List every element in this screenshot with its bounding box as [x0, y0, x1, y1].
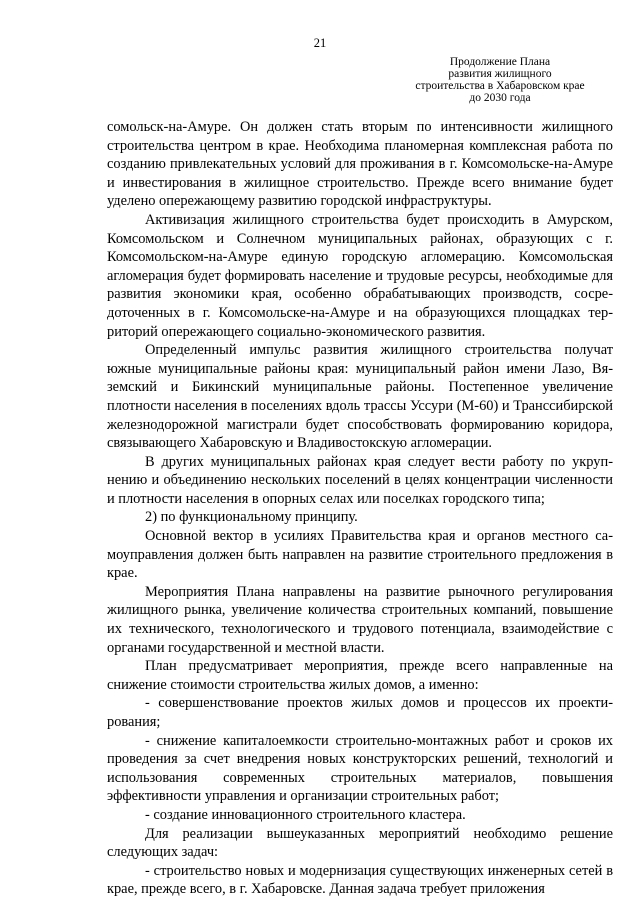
- paragraph-other-districts: В других муниципальных районах края следует вести работу по укрупнению и объединению нескольких поселений в целях концентрации численности и плотности населения в опорных селах или поселках городского типа;: [107, 453, 613, 507]
- paragraph-plan-measures: Мероприятия Плана направлены на развитие рыночного регулирования жилищного рынка, увеличение количества строительных компаний, повышение их технического, технологического и трудового потенциала, взаимодействие с органами государственной и местной власти.: [107, 583, 613, 656]
- list-item-capital-intensity: - снижение капиталоемкости строительно-монтажных работ и сроков их проведения за счет внедрения новых конструкторских решений, технологий и использования современных строительных материалов, повышения эффективности управления и организации строительных работ;: [107, 732, 613, 805]
- list-item-engineering-networks: - строительство новых и модернизация существующих инженерных сетей в крае, прежде всего, в г. Хабаровске. Данная задача требует приложения: [107, 862, 613, 898]
- running-header-line-1: Продолжение Плана: [449, 56, 551, 68]
- running-header-line-4: до 2030 года: [469, 92, 531, 104]
- paragraph-southern-districts: Определенный импульс развития жилищного строительства получат южные муниципальные районы края: муниципальный район имени Лазо, Вяземский и Бикинский муниципальные районы. Постепенное увеличение плотности населения в поселениях вдоль трассы Уссури (М-60) и Транссибирской железнодорожной магистрали будет способствовать формированию коридора, связывающего Хабаровскую и Владивостокскую агломерации.: [107, 342, 613, 452]
- paragraph-tasks-intro: Для реализации вышеуказанных мероприятий необходимо решение следующих задач:: [107, 825, 613, 861]
- running-header-line-2: развития жилищного: [448, 68, 552, 80]
- paragraph-functional-principle: 2) по функциональному принципу.: [145, 509, 358, 526]
- list-item-innovation-cluster: - создание инновационного строительного кластера.: [145, 806, 466, 823]
- running-header-line-3: строительства в Хабаровском крае: [415, 80, 585, 92]
- running-header: [400, 56, 600, 104]
- paragraph-main-vector: Основной вектор в усилиях Правительства края и органов местного самоуправления должен быть направлен на развитие строительного предложения в крае.: [107, 528, 613, 582]
- paragraph-cost-reduction: План предусматривает мероприятия, прежде всего направленные на снижение стоимости строительства жилых домов, а именно:: [107, 658, 613, 693]
- paragraph-agglomeration: Активизация жилищного строительства будет происходить в Амурском, Комсомольском и Солнечном муниципальных районах, образующих с г. Комсомольском-на-Амуре единую городскую агломерацию. Комсомольская агломерация будет формировать население и трудовые ресурсы, необходимые для развития экономики края, особенно обрабатывающих производств, сосредоточенных в г. Комсомольске-на-Амуре и на образующихся площадках территорий опережающего социально-экономического развития.: [107, 211, 613, 340]
- page-number: 21: [313, 36, 327, 50]
- document-body: [107, 118, 613, 899]
- list-item-design-improvement: - совершенствование проектов жилых домов и процессов их проектирования;: [107, 695, 613, 730]
- paragraph-komsomolsk-continuation: сомольск-на-Амуре. Он должен стать вторым по интенсивности жилищного строительства центром в крае. Необходима планомерная комплексная работа по созданию привлекательных условий для проживания в г. Комсомольске-на-Амуре и инвестирования в жилищное строительство. Прежде всего внимание будет уделено опережающему развитию городской инфраструктуры.: [107, 119, 613, 210]
